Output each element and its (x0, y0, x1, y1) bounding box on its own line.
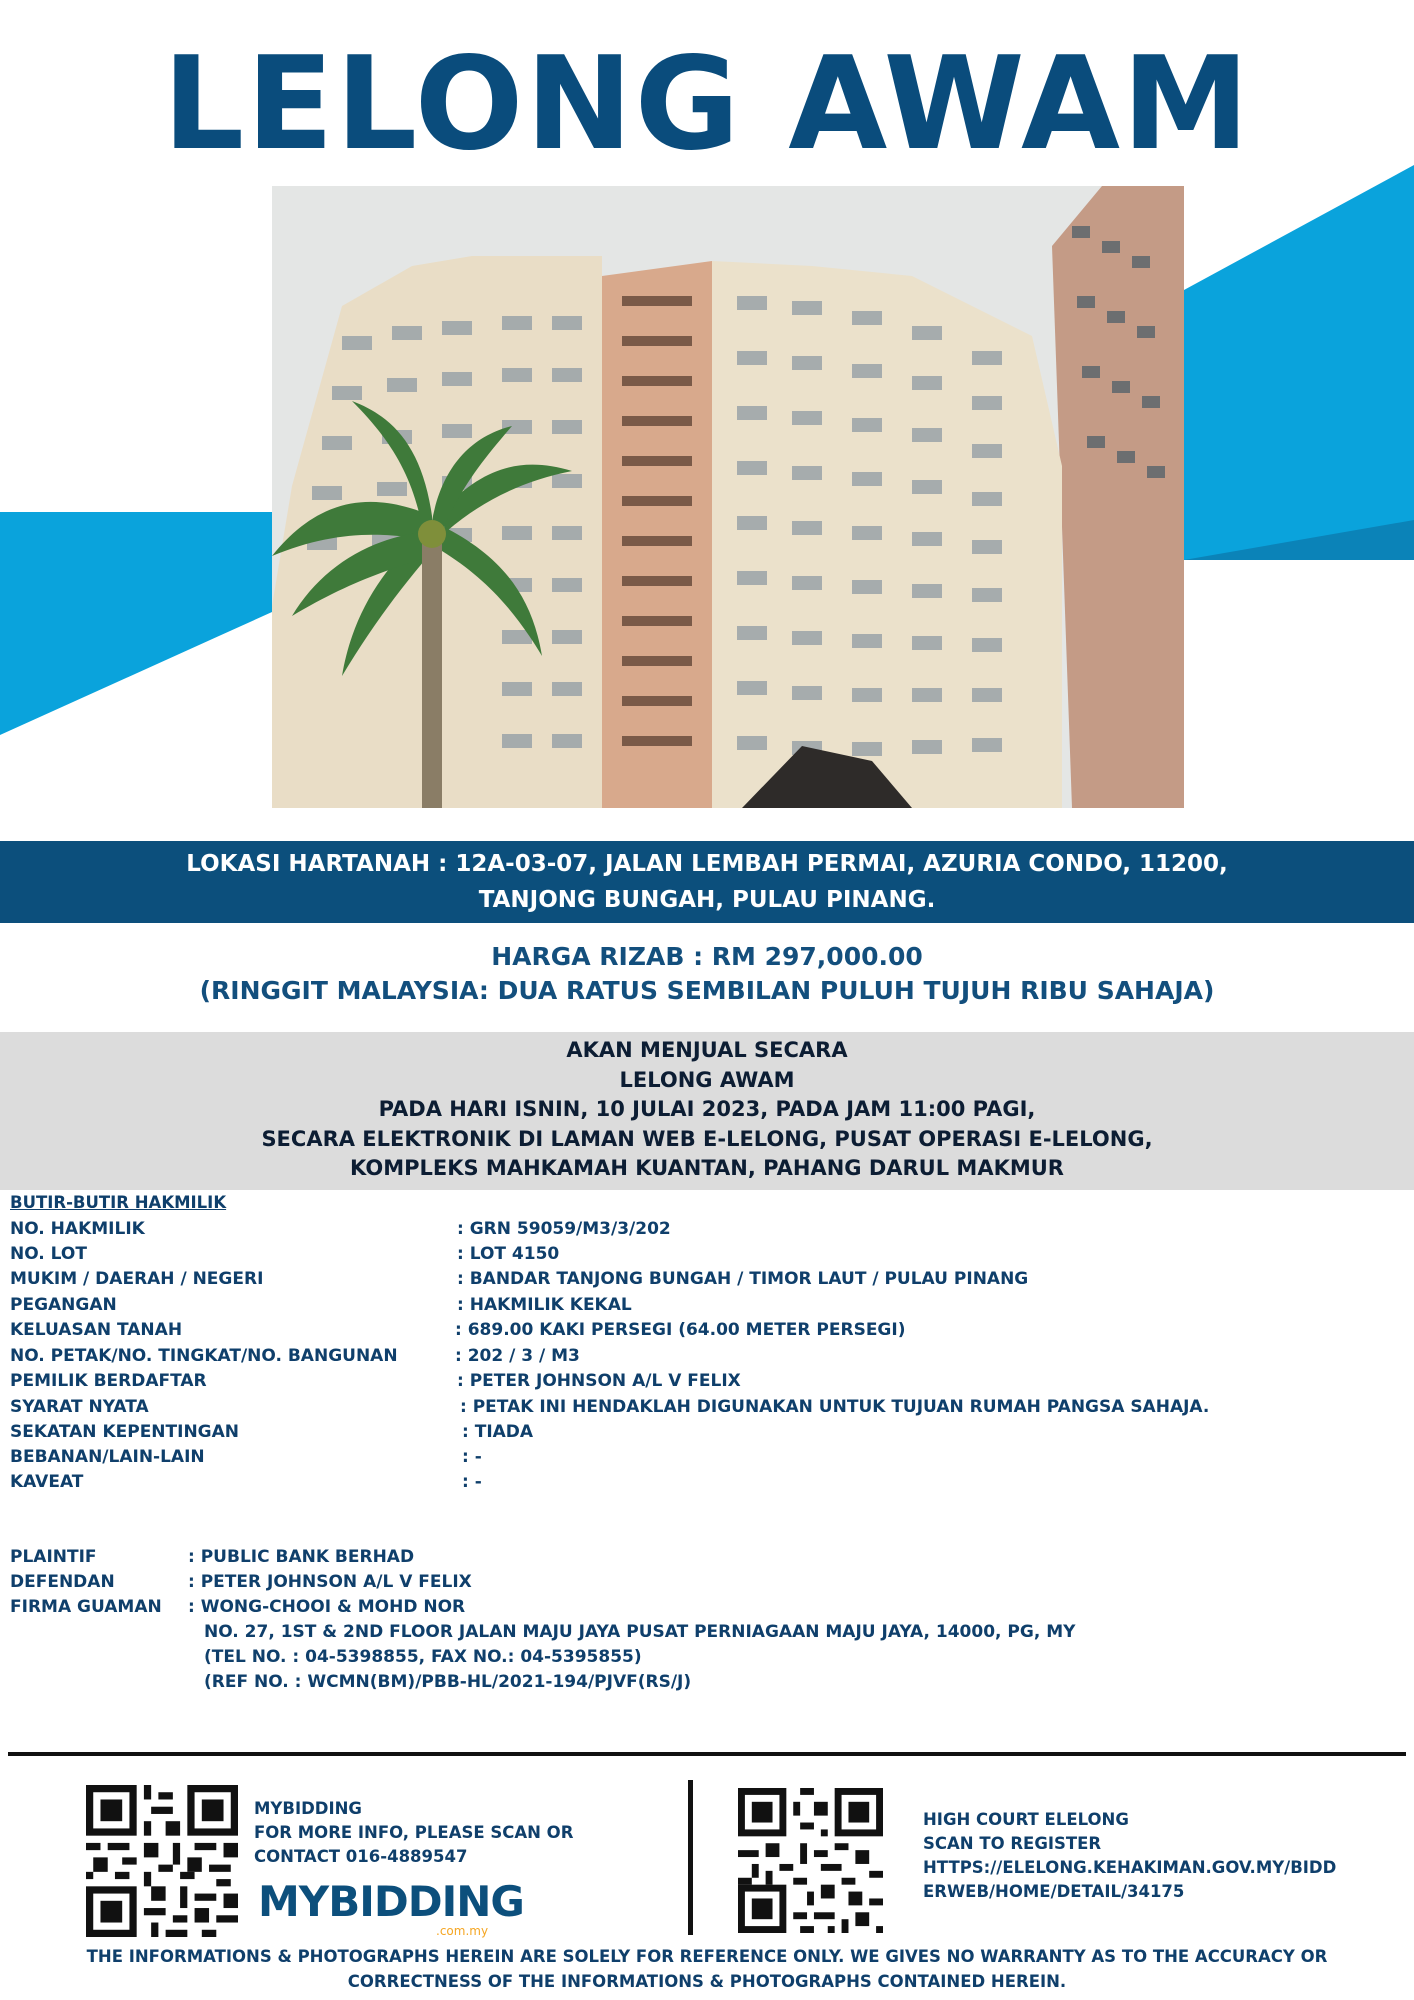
page-title: LELONG AWAM (162, 30, 1252, 179)
elelong-url-link[interactable]: ERWEB/HOME/DETAIL/34175 (923, 1882, 1185, 1901)
defendant-value: : PETER JOHNSON A/L V FELIX (188, 1572, 472, 1592)
plaintiff-value: : PUBLIC BANK BERHAD (188, 1547, 415, 1567)
footer-divider (8, 1752, 1406, 1756)
detail-label: SEKATAN KEPENTINGAN (10, 1422, 240, 1442)
law-firm-address: NO. 27, 1ST & 2ND FLOOR JALAN MAJU JAYA PUSAT PERNIAGAAN MAJU JAYA, 14000, PG, MY (204, 1622, 1076, 1642)
law-firm-contact: (TEL NO. : 04-5398855, FAX NO.: 04-5395855) (204, 1647, 642, 1667)
detail-value: : 689.00 KAKI PERSEGI (64.00 METER PERSEGI) (455, 1320, 906, 1340)
mybidding-qr-code[interactable] (86, 1785, 238, 1937)
elelong-info-line: SCAN TO REGISTER (923, 1834, 1102, 1853)
detail-label: KELUASAN TANAH (10, 1320, 183, 1340)
mybidding-contact-line[interactable]: CONTACT 016-4889547 (254, 1847, 468, 1866)
detail-value: : HAKMILIK KEKAL (457, 1295, 632, 1315)
reserve-price (0, 940, 1414, 1008)
detail-value: : GRN 59059/M3/3/202 (457, 1219, 671, 1239)
detail-label: NO. HAKMILIK (10, 1219, 145, 1239)
elelong-url-link[interactable]: HTTPS://ELELONG.KEHAKIMAN.GOV.MY/BIDD (923, 1858, 1337, 1877)
title-details-heading: BUTIR-BUTIR HAKMILIK (10, 1193, 227, 1212)
reserve-price-line-2: (RINGGIT MALAYSIA: DUA RATUS SEMBILAN PULUH TUJUH RIBU SAHAJA) (199, 976, 1215, 1005)
detail-value: : - (462, 1447, 482, 1467)
detail-value: : BANDAR TANJONG BUNGAH / TIMOR LAUT / PULAU PINANG (457, 1269, 1029, 1289)
detail-label: NO. LOT (10, 1244, 87, 1264)
sale-line: KOMPLEKS MAHKAMAH KUANTAN, PAHANG DARUL MAKMUR (350, 1156, 1064, 1180)
law-firm-label: FIRMA GUAMAN (10, 1597, 162, 1617)
law-firm-reference: (REF NO. : WCMN(BM)/PBB-HL/2021-194/PJVF(RS/J) (204, 1672, 692, 1692)
detail-value: : 202 / 3 / M3 (455, 1346, 580, 1366)
sale-line: PADA HARI ISNIN, 10 JULAI 2023, PADA JAM 11:00 PAGI, (378, 1097, 1036, 1121)
detail-label: PEGANGAN (10, 1295, 117, 1315)
left-band-shape (0, 512, 272, 735)
detail-value: : PETAK INI HENDAKLAH DIGUNAKAN UNTUK TUJUAN RUMAH PANGSA SAHAJA. (460, 1397, 1210, 1417)
elelong-qr-code[interactable] (738, 1788, 883, 1933)
mybidding-logo-domain: .com.my (436, 1924, 489, 1938)
location-line-2: TANJONG BUNGAH, PULAU PINANG. (478, 887, 936, 913)
detail-label: MUKIM / DAERAH / NEGERI (10, 1269, 264, 1289)
reserve-price-line-1: HARGA RIZAB : RM 297,000.00 (491, 942, 923, 971)
location-line-1: LOKASI HARTANAH : 12A-03-07, JALAN LEMBAH PERMAI, AZURIA CONDO, 11200, (186, 851, 1228, 877)
building-photo (272, 186, 1184, 808)
elelong-info (923, 1808, 1336, 1904)
disclaimer-line: THE INFORMATIONS & PHOTOGRAPHS HEREIN ARE SOLELY FOR REFERENCE ONLY. WE GIVES NO WARRANTY AS TO THE ACCURACY OR (86, 1947, 1328, 1966)
location-banner (0, 841, 1414, 923)
elelong-info-line: HIGH COURT ELELONG (923, 1810, 1129, 1829)
detail-value: : - (462, 1472, 482, 1492)
sale-line: AKAN MENJUAL SECARA (566, 1038, 848, 1062)
law-firm-value: : WONG-CHOOI & MOHD NOR (188, 1597, 466, 1617)
mybidding-info-line: FOR MORE INFO, PLEASE SCAN OR (254, 1823, 574, 1842)
mybidding-info-line: MYBIDDING (254, 1799, 362, 1818)
detail-value: : TIADA (462, 1422, 534, 1442)
right-triangle-shape (1184, 165, 1414, 560)
sale-line: LELONG AWAM (619, 1067, 795, 1092)
disclaimer (0, 1944, 1414, 1994)
sale-info-banner (0, 1032, 1414, 1190)
detail-value: : LOT 4150 (457, 1244, 560, 1264)
detail-label: PEMILIK BERDAFTAR (10, 1371, 207, 1391)
footer-vertical-divider (688, 1780, 693, 1935)
sale-line: SECARA ELEKTRONIK DI LAMAN WEB E-LELONG, PUSAT OPERASI E-LELONG, (261, 1126, 1153, 1151)
plaintiff-label: PLAINTIF (10, 1547, 97, 1567)
detail-label: NO. PETAK/NO. TINGKAT/NO. BANGUNAN (10, 1346, 398, 1366)
detail-label: SYARAT NYATA (10, 1397, 149, 1417)
detail-label: BEBANAN/LAIN-LAIN (10, 1447, 205, 1467)
defendant-label: DEFENDAN (10, 1572, 115, 1592)
disclaimer-line: CORRECTNESS OF THE INFORMATIONS & PHOTOGRAPHS CONTAINED HEREIN. (347, 1972, 1067, 1991)
mybidding-logo: MYBIDDING (258, 1877, 524, 1926)
detail-value: : PETER JOHNSON A/L V FELIX (457, 1371, 741, 1391)
detail-label: KAVEAT (10, 1472, 84, 1492)
mybidding-info (254, 1797, 573, 1869)
